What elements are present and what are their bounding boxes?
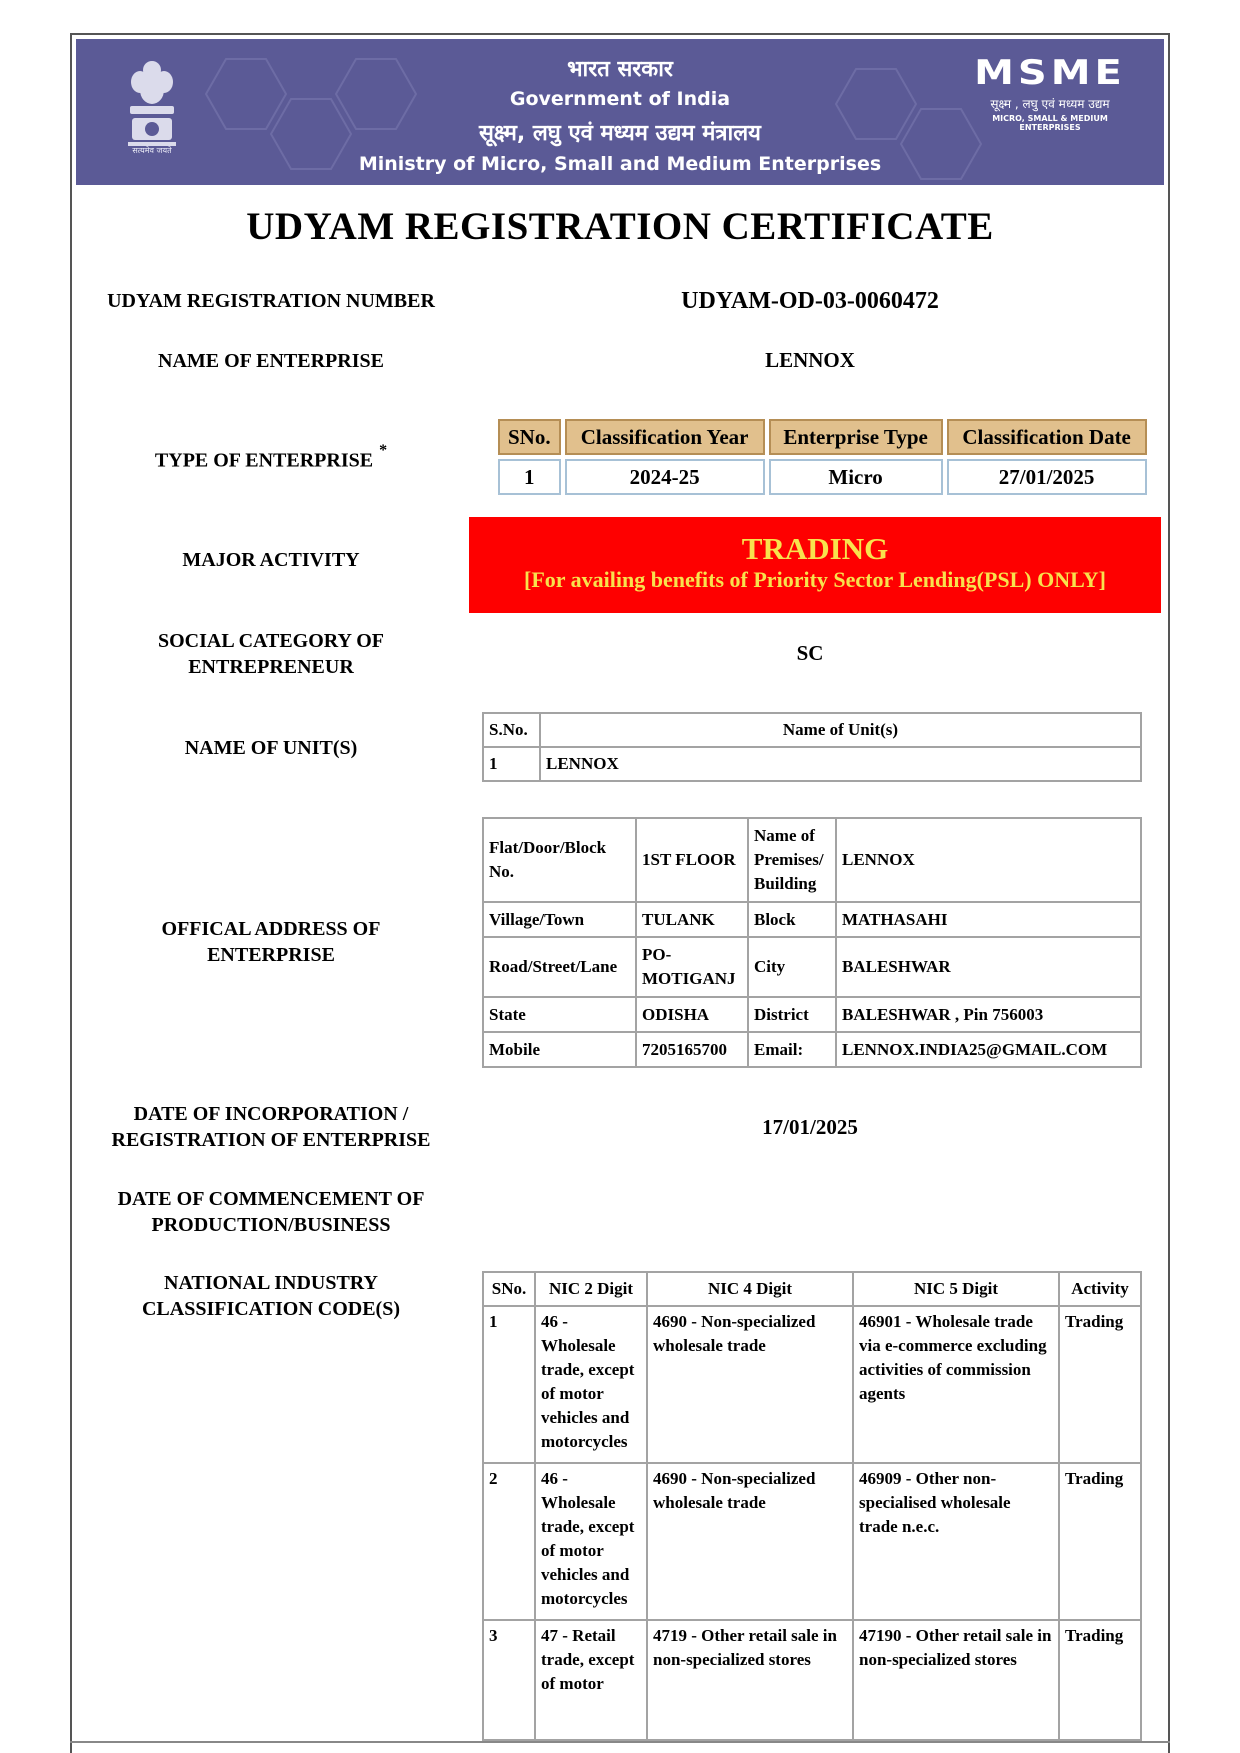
enterprise-name-value: LENNOX <box>765 348 855 372</box>
commencement-label-line2: PRODUCTION/BUSINESS <box>151 1214 391 1236</box>
address-village-label: Village/Town <box>483 902 636 937</box>
type-label-text: TYPE OF ENTERPRISE <box>154 449 374 472</box>
social-category-label <box>88 628 454 680</box>
nic-row3-5digit: 47190 - Other retail sale in non-specialized stores <box>853 1620 1059 1740</box>
class-header-type: Enterprise Type <box>769 419 943 455</box>
incorporation-date: 17/01/2025 <box>762 1115 858 1139</box>
address-district-value: BALESHWAR , Pin 756003 <box>836 997 1141 1032</box>
msme-logo-mark: MSME <box>974 53 1126 93</box>
msme-logo <box>970 51 1130 132</box>
address-flat-label: Flat/Door/Block No. <box>483 818 636 902</box>
nic-row3-2digit: 47 - Retail trade, except of motor <box>535 1620 647 1740</box>
bottom-divider <box>70 1741 1170 1743</box>
nic-row3-activity: Trading <box>1059 1620 1141 1740</box>
ministry-text: Ministry of Micro, Small and Medium Enterprises <box>358 153 882 175</box>
nic-label <box>88 1270 454 1322</box>
address-mobile-value: 7205165700 <box>636 1032 748 1067</box>
social-category-value: SC <box>796 641 824 665</box>
msme-english-text: MICRO, SMALL & MEDIUM ENTERPRISES <box>992 114 1108 132</box>
nic-label-line1: NATIONAL INDUSTRY <box>164 1272 378 1294</box>
class-header-year: Classification Year <box>565 419 765 455</box>
major-activity-box <box>469 517 1161 613</box>
table-row <box>483 1306 1141 1463</box>
nic-header-5digit: NIC 5 Digit <box>853 1272 1059 1306</box>
nic-table <box>482 1271 1142 1741</box>
address-city-value: BALESHWAR <box>836 937 1141 997</box>
address-block-label: Block <box>748 902 836 937</box>
msme-hindi-text: सूक्ष्म , लघु एवं मध्यम उद्यम <box>990 97 1110 111</box>
major-activity-note: [For availing benefits of Priority Sector Lending(PSL) ONLY] <box>524 567 1106 592</box>
nic-row2-5digit: 46909 - Other non-specialised wholesale trade n.e.c. <box>853 1463 1059 1620</box>
social-category-label-line2: ENTREPRENEUR <box>188 656 354 678</box>
address-table <box>482 817 1142 1068</box>
nic-header-2digit: NIC 2 Digit <box>535 1272 647 1306</box>
major-activity-value: TRADING <box>741 531 889 566</box>
emblem-motto: सत्यमेव जयते <box>132 146 172 155</box>
address-state-label: State <box>483 997 636 1032</box>
nic-row1-5digit: 46901 - Wholesale trade via e-commerce excluding activities of commission agents <box>853 1306 1059 1463</box>
header-banner <box>76 39 1164 185</box>
address-village-value: TULANK <box>636 902 748 937</box>
address-road-label: Road/Street/Lane <box>483 937 636 997</box>
address-state-value: ODISHA <box>636 997 748 1032</box>
table-row <box>483 1463 1141 1620</box>
address-city-label: City <box>748 937 836 997</box>
nic-label-line2: CLASSIFICATION CODE(S) <box>141 1298 400 1320</box>
incorporation-label-line1: DATE OF INCORPORATION / <box>133 1103 409 1125</box>
units-cell-sno: 1 <box>483 747 540 781</box>
address-premises-label: Name of Premises/ Building <box>748 818 836 902</box>
class-header-date: Classification Date <box>947 419 1147 455</box>
enterprise-name-label: NAME OF ENTERPRISE <box>158 350 384 372</box>
nic-row1-sno: 1 <box>483 1306 535 1463</box>
reg-number-label: UDYAM REGISTRATION NUMBER <box>107 290 435 312</box>
address-label <box>88 916 454 968</box>
certificate-title: UDYAM REGISTRATION CERTIFICATE <box>246 205 994 248</box>
units-header-name: Name of Unit(s) <box>540 713 1141 747</box>
address-label-line1: OFFICAL ADDRESS OF <box>161 918 381 940</box>
nic-row1-2digit: 46 - Wholesale trade, except of motor vehicles and motorcycles <box>535 1306 647 1463</box>
nic-table-clip <box>482 1271 1145 1741</box>
units-label: NAME OF UNIT(S) <box>184 737 358 759</box>
type-label <box>88 442 454 474</box>
address-block-value: MATHASAHI <box>836 902 1141 937</box>
address-label-line2: ENTERPRISE <box>207 944 335 966</box>
units-table <box>482 712 1142 782</box>
class-cell-date: 27/01/2025 <box>947 459 1147 495</box>
nic-row2-4digit: 4690 - Non-specialized wholesale trade <box>647 1463 853 1620</box>
class-cell-type: Micro <box>769 459 943 495</box>
units-header-sno: S.No. <box>483 713 540 747</box>
commencement-label-line1: DATE OF COMMENCEMENT OF <box>117 1188 425 1210</box>
classification-table <box>494 419 1151 495</box>
class-header-sno: SNo. <box>498 419 561 455</box>
major-activity-label: MAJOR ACTIVITY <box>182 549 360 571</box>
nic-header-activity: Activity <box>1059 1272 1141 1306</box>
nic-header-sno: SNo. <box>483 1272 535 1306</box>
address-flat-value: 1ST FLOOR <box>636 818 748 902</box>
nic-row3-4digit: 4719 - Other retail sale in non-specialized stores <box>647 1620 853 1740</box>
address-email-label: Email: <box>748 1032 836 1067</box>
nic-row3-sno: 3 <box>483 1620 535 1740</box>
nic-row2-2digit: 46 - Wholesale trade, except of motor vehicles and motorcycles <box>535 1463 647 1620</box>
hindi-ministry-text: सूक्ष्म, लघु एवं मध्यम उद्यम मंत्रालय <box>479 121 761 146</box>
nic-row2-activity: Trading <box>1059 1463 1141 1620</box>
address-district-label: District <box>748 997 836 1032</box>
social-category-label-line1: SOCIAL CATEGORY OF <box>158 630 384 652</box>
nic-row1-activity: Trading <box>1059 1306 1141 1463</box>
class-cell-sno: 1 <box>498 459 561 495</box>
incorporation-label <box>88 1101 454 1153</box>
nic-row2-sno: 2 <box>483 1463 535 1620</box>
reg-number-value: UDYAM-OD-03-0060472 <box>681 288 939 314</box>
government-of-india-text: Government of India <box>509 88 731 110</box>
address-road-value: PO-MOTIGANJ <box>636 937 748 997</box>
hindi-government-text: भारत सरकार <box>567 57 673 82</box>
address-mobile-label: Mobile <box>483 1032 636 1067</box>
address-premises-value: LENNOX <box>836 818 1141 902</box>
nic-row1-4digit: 4690 - Non-specialized wholesale trade <box>647 1306 853 1463</box>
class-cell-year: 2024-25 <box>565 459 765 495</box>
type-asterisk: * <box>379 442 388 459</box>
commencement-label <box>88 1186 454 1238</box>
incorporation-label-line2: REGISTRATION OF ENTERPRISE <box>111 1129 431 1151</box>
nic-header-4digit: NIC 4 Digit <box>647 1272 853 1306</box>
table-row <box>483 1620 1141 1740</box>
address-email-value: LENNOX.INDIA25@GMAIL.COM <box>836 1032 1141 1067</box>
units-cell-name: LENNOX <box>540 747 1141 781</box>
